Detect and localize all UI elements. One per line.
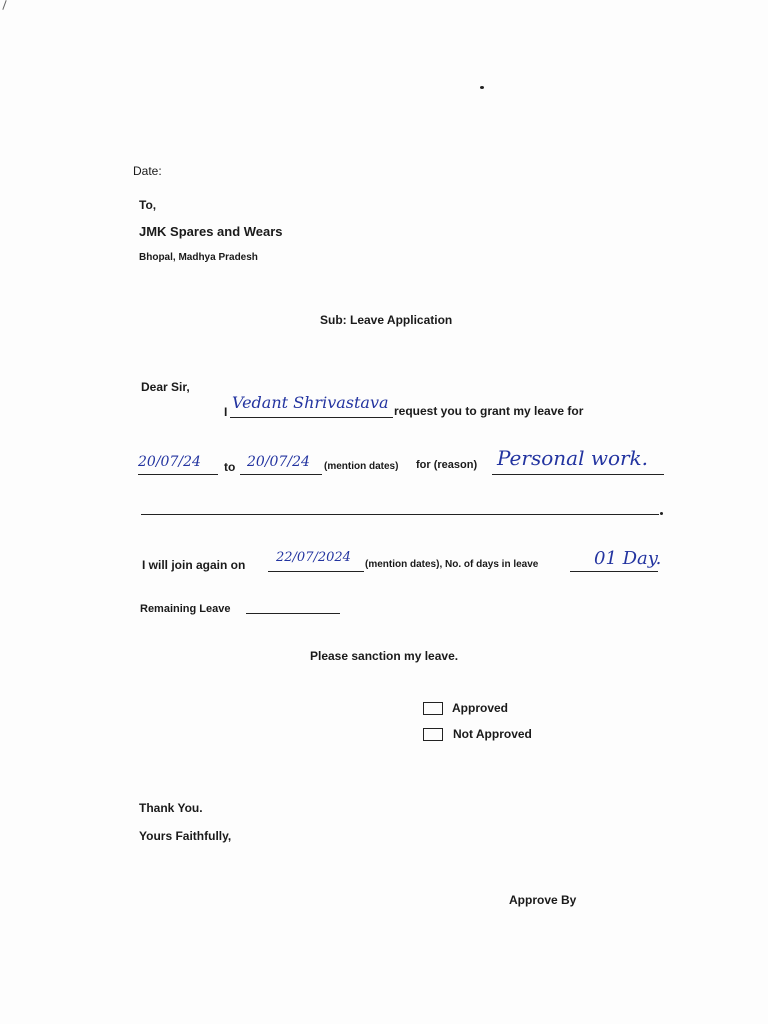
from-date-underline [138,474,218,475]
salutation: Dear Sir, [141,380,190,394]
subject-line: Sub: Leave Application [320,313,453,327]
join-date-underline [268,571,364,572]
date-label: Date: [133,164,162,178]
line1-prefix: I [224,405,228,419]
days-underline [570,571,658,572]
applicant-name-handwritten: Vedant Shrivastava [232,393,389,412]
to-word: to [224,460,236,474]
line1-suffix: request you to grant my leave for [394,404,584,418]
reason-underline [492,474,664,475]
to-date-handwritten: 20/07/24 [247,454,310,470]
line-end-period [660,512,663,515]
join-date-handwritten: 22/07/2024 [276,550,351,565]
join-again-text: I will join again on [142,558,246,572]
reason-handwritten: Personal work. [497,446,649,470]
from-date-handwritten: 20/07/24 [138,454,201,470]
scan-corner-mark [2,0,6,10]
mention-days-label: (mention dates), No. of days in leave [365,559,539,570]
remaining-leave-underline [246,613,340,614]
sanction-text: Please sanction my leave. [310,649,459,663]
company-location: Bhopal, Madhya Pradesh [139,252,258,263]
approve-by-label: Approve By [509,893,577,907]
remaining-leave-label: Remaining Leave [140,603,231,615]
days-handwritten: 01 Day. [594,548,662,569]
mention-dates-label: (mention dates) [324,461,399,472]
yours-faithfully-text: Yours Faithfully, [139,829,232,843]
name-underline [230,417,393,418]
thank-you-text: Thank You. [139,801,203,815]
scan-speck [480,86,484,89]
for-reason-label: for (reason) [416,459,478,471]
to-date-underline [240,474,322,475]
reason-continuation-line [141,514,659,515]
approved-checkbox[interactable] [423,702,443,715]
not-approved-checkbox[interactable] [423,728,443,741]
company-name: JMK Spares and Wears [139,224,283,239]
approved-label: Approved [452,701,509,715]
to-label: To, [139,198,157,212]
not-approved-label: Not Approved [453,727,532,741]
